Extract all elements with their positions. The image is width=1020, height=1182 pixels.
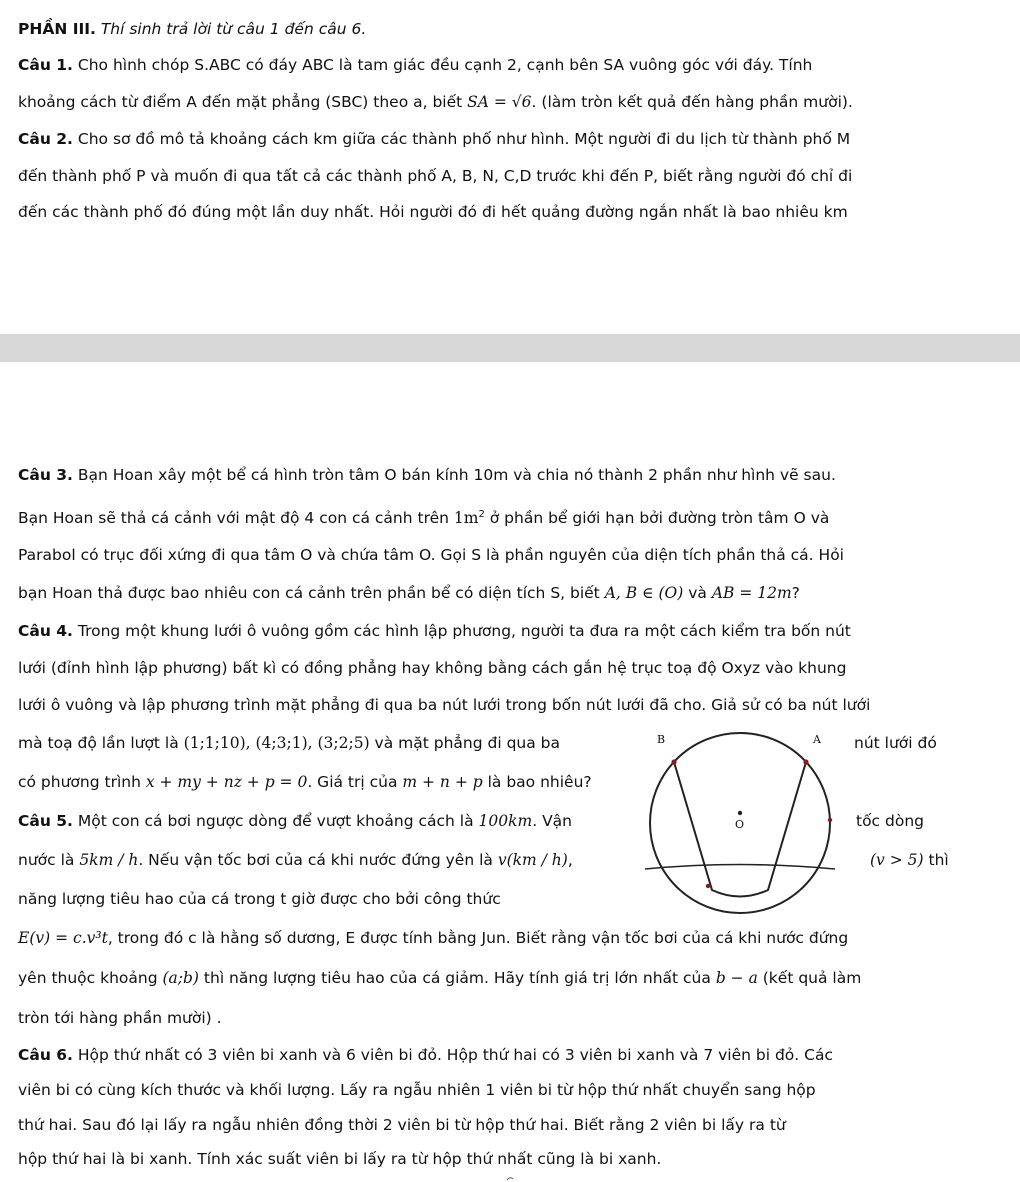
q5-line-1 bbox=[18, 810, 572, 832]
q5-line-6 bbox=[18, 1007, 222, 1029]
q3-line-1 bbox=[18, 464, 836, 486]
q1-text-2a: khoảng cách từ điểm A đến mặt phẳng (SBC) theo a, biết bbox=[18, 93, 468, 111]
q3-math-exp: 2 bbox=[478, 508, 485, 520]
q4-math-plane: x + my + nz + p = 0 bbox=[145, 773, 308, 791]
q5-text-5c: (kết quả làm bbox=[757, 969, 862, 987]
q3-text-4a: bạn Hoan thả được bao nhiêu con cá cảnh trên phần bể có diện tích S, biết bbox=[18, 584, 605, 602]
label-a: A bbox=[813, 733, 821, 746]
q3-text-3: Parabol có trục đối xứng đi qua tâm O và chứa tâm O. Gọi S là phần nguyên của diện tích phần thả cá. Hỏi bbox=[18, 546, 844, 564]
q1-label: Câu 1. bbox=[18, 56, 73, 74]
q2-text-2: đến thành phố P và muốn đi qua tất cả các thành phố A, B, N, C,D trước khi đến P, biết rằng người đó chỉ đi bbox=[18, 167, 853, 185]
q5-text-1c: tốc dòng bbox=[856, 812, 924, 830]
tank-divider bbox=[645, 865, 835, 870]
section-title: PHẦN III. bbox=[18, 20, 96, 38]
q3-line-3 bbox=[18, 544, 844, 566]
q3-label: Câu 3. bbox=[18, 466, 73, 484]
q4-line-2 bbox=[18, 657, 846, 679]
q6-line-3 bbox=[18, 1114, 786, 1136]
q5-math-interval: (a;b) bbox=[162, 969, 199, 987]
q5-line-3 bbox=[18, 888, 501, 910]
q3-math-ab-in-o: A, B ∈ (O) bbox=[604, 584, 684, 602]
q4-line-4 bbox=[18, 732, 560, 754]
q4-label: Câu 4. bbox=[18, 622, 73, 640]
q4-text-2: lưới (đỉnh hình lập phương) bất kì có đồng phẳng hay không bằng cách gắn hệ trục toạ độ Oxyz vào khung bbox=[18, 659, 847, 677]
q5-line-4 bbox=[18, 927, 848, 949]
point-o bbox=[738, 811, 742, 815]
q6-text-2: viên bi có cùng kích thước và khối lượng. Lấy ra ngẫu nhiên 1 viên bi từ hộp thứ nhất chuyển sang hộp bbox=[18, 1081, 816, 1099]
q5-text-5b: thì năng lượng tiêu hao của cá giảm. Hãy tính giá trị lớn nhất của bbox=[198, 969, 716, 987]
q4-math-sum: m + n + p bbox=[402, 773, 483, 791]
q5-line-2 bbox=[18, 849, 573, 871]
q1-line-1 bbox=[18, 54, 812, 76]
q4-line-3 bbox=[18, 694, 870, 716]
q5-text-2b: . Nếu vận tốc bơi của cá khi nước đứng yên là bbox=[138, 851, 498, 869]
q5-line-5 bbox=[18, 967, 861, 989]
q5-line-2-right bbox=[870, 849, 949, 871]
q4-math-points: (1;1;10), (4;3;1), (3;2;5) bbox=[183, 734, 370, 752]
q4-text-3: lưới ô vuông và lập phương trình mặt phẳng đi qua ba nút lưới trong bốn nút lưới đã cho. Giả sử có ba nút lưới bbox=[18, 696, 871, 714]
q1-text-1: Cho hình chóp S.ABC có đáy ABC là tam giác đều cạnh 2, cạnh bên SA vuông góc với đáy. Tính bbox=[77, 56, 813, 74]
q5-text-1a: Một con cá bơi ngược dòng để vượt khoảng cách là bbox=[77, 812, 479, 830]
q6-line-1 bbox=[18, 1044, 833, 1066]
q5-text-3: năng lượng tiêu hao của cá trong t giờ được cho bởi công thức bbox=[18, 890, 501, 908]
q1-math-sa: SA = √6 bbox=[467, 93, 532, 111]
q5-text-4a: , trong đó c là hằng số dương, E được tính bằng Jun. Biết rằng vận tốc bơi của cá khi nước đứng bbox=[107, 929, 849, 947]
q5-math-current: 5km / h bbox=[79, 851, 139, 869]
q2-line-1 bbox=[18, 128, 850, 150]
q5-text-1b: . Vận bbox=[532, 812, 572, 830]
q5-math-energy: E(v) = c.v³t bbox=[18, 929, 108, 947]
q6-line-4 bbox=[18, 1148, 661, 1170]
section-heading bbox=[18, 18, 366, 40]
q3-text-2b: ở phần bể giới hạn bởi đường tròn tâm O và bbox=[484, 509, 830, 527]
q5-math-condition: (v > 5) bbox=[870, 851, 924, 869]
q4-text-5c: là bao nhiêu? bbox=[482, 773, 592, 791]
q4-text-5b: . Giá trị của bbox=[307, 773, 403, 791]
q4-line-5 bbox=[18, 771, 592, 793]
q5-line-1-right bbox=[856, 810, 924, 832]
point-b bbox=[671, 759, 676, 764]
point-right bbox=[828, 818, 832, 822]
q4-text-4b: và mặt phẳng đi qua ba bbox=[369, 734, 560, 752]
q5-math-speed: v(km / h) bbox=[497, 851, 568, 869]
q5-text-2c: , bbox=[567, 851, 573, 869]
q2-text-3: đến các thành phố đó đúng một lần duy nhất. Hỏi người đó đi hết quảng đường ngắn nhất là bao nhiêu km bbox=[18, 203, 848, 221]
q6-text-3: thứ hai. Sau đó lại lấy ra ngẫu nhiên đồng thời 2 viên bi từ hộp thứ hai. Biết rằng 2 viên bi lấy ra từ bbox=[18, 1116, 786, 1134]
q5-math-distance: 100km bbox=[478, 812, 533, 830]
q4-text-5a: có phương trình bbox=[18, 773, 146, 791]
q2-text-1: Cho sơ đồ mô tả khoảng cách km giữa các thành phố như hình. Một người đi du lịch từ thành phố M bbox=[77, 130, 851, 148]
q3-line-4 bbox=[18, 582, 800, 604]
q1-text-2b: . (làm tròn kết quả đến hàng phần mười). bbox=[531, 93, 853, 111]
page-mark bbox=[505, 1174, 515, 1182]
q4-line-1 bbox=[18, 620, 851, 642]
q4-line-4-right bbox=[854, 732, 937, 754]
q6-line-2 bbox=[18, 1079, 816, 1101]
q5-math-diff: b − a bbox=[715, 969, 758, 987]
point-a bbox=[803, 759, 808, 764]
q2-line-2 bbox=[18, 165, 852, 187]
q3-text-2a: Bạn Hoan sẽ thả cá cảnh với mật độ 4 con cá cảnh trên bbox=[18, 509, 454, 527]
label-b: B bbox=[657, 733, 666, 746]
q2-line-3 bbox=[18, 201, 848, 223]
q6-label: Câu 6. bbox=[18, 1046, 73, 1064]
q1-line-2 bbox=[18, 91, 853, 113]
q3-text-4mid: và bbox=[683, 584, 712, 602]
q5-text-2d: thì bbox=[923, 851, 949, 869]
q3-line-2 bbox=[18, 507, 829, 529]
q5-text-6: tròn tới hàng phần mười) . bbox=[18, 1009, 222, 1027]
q3-math-unit: 1m bbox=[453, 509, 479, 527]
q3-math-ab: AB = 12m bbox=[711, 584, 792, 602]
q5-label: Câu 5. bbox=[18, 812, 73, 830]
q4-text-1: Trong một khung lưới ô vuông gồm các hình lập phương, người ta đưa ra một cách kiểm tra bốn nút bbox=[77, 622, 851, 640]
q5-text-5a: yên thuộc khoảng bbox=[18, 969, 163, 987]
q4-text-4c: nút lưới đó bbox=[854, 734, 937, 752]
q6-text-4: hộp thứ hai là bi xanh. Tính xác suất viên bi lấy ra từ hộp thứ nhất cũng là bi xanh. bbox=[18, 1150, 662, 1168]
section-instruction: Thí sinh trả lời từ câu 1 đến câu 6. bbox=[100, 20, 367, 38]
q5-text-2a: nước là bbox=[18, 851, 80, 869]
fish-tank-figure bbox=[640, 725, 840, 915]
point-bottom-left bbox=[706, 884, 710, 888]
q2-label: Câu 2. bbox=[18, 130, 73, 148]
q3-text-4b: ? bbox=[791, 584, 800, 602]
q3-text-1: Bạn Hoan xây một bể cá hình tròn tâm O bán kính 10m và chia nó thành 2 phần như hình vẽ sau. bbox=[77, 466, 836, 484]
q6-text-1: Hộp thứ nhất có 3 viên bi xanh và 6 viên bi đỏ. Hộp thứ hai có 3 viên bi xanh và 7 viên bi đỏ. Các bbox=[77, 1046, 833, 1064]
page-separator bbox=[0, 334, 1020, 362]
label-o: O bbox=[735, 818, 745, 831]
q4-text-4a: mà toạ độ lần lượt là bbox=[18, 734, 184, 752]
